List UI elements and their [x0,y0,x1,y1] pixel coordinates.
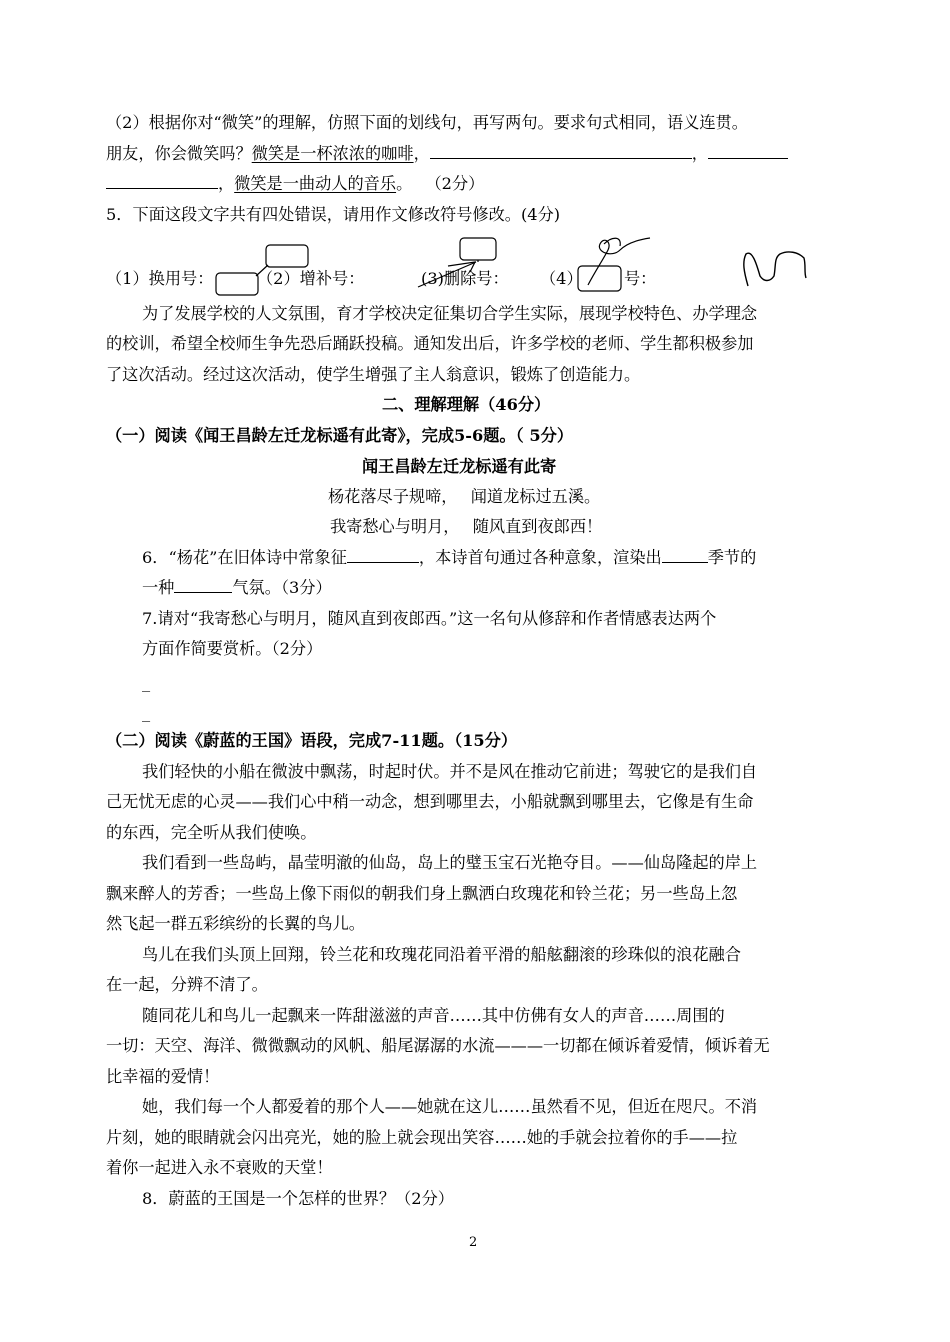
q4-2-score: （2分） [425,174,485,193]
q4-2-line1: （2）根据你对“微笑”的理解，仿照下面的划线句，再写两句。要求句式相同，语义连贯。 [106,113,748,132]
part-1-heading: （一）阅读《闻王昌龄左迁龙标遥有此寄》，完成5-6题。（ 5分） [106,426,574,445]
answer-blank[interactable] [347,547,419,563]
insert-mark-icon [418,238,496,287]
answer-blank[interactable] [174,577,232,593]
section-2-heading: 二、理解理解（46分） [382,395,551,414]
symbol-2-label: （2）增补号： [257,269,365,288]
passage-line: 己无忧无虑的心灵——我们心中稍一动念，想到哪里去，小船就飘到哪里去，它像是有生命 [106,792,754,811]
comma: ， [413,144,430,163]
q6-text-a: 6．“杨花”在旧体诗中常象征 [142,548,347,567]
q6-line1 [142,547,756,569]
passage-line: 一切：天空、海洋、微微飘动的风帆、船尾潺潺的水流———一切都在倾诉着爱情，倾诉着无 [106,1036,770,1055]
q7-line2: 方面作简要赏析。（2分） [142,639,323,658]
q5-para-line3: 了这次活动。经过这次活动，使学生增强了主人翁意识，锻炼了创造能力。 [106,365,641,384]
passage-line: 飘来醉人的芳香；一些岛上像下雨似的朝我们身上飘洒白玫瑰花和铃兰花；另一些岛上忽 [106,884,738,903]
passage-line: 的东西，完全听从我们使唤。 [106,823,317,842]
q6-text-e: 气氛。（3分） [232,578,332,597]
passage-line: 片刻，她的眼睛就会闪出亮光，她的脸上就会现出笑容……她的手就会拉着你的手——拉 [106,1128,738,1147]
q7-line1: 7.请对“我寄愁心与明月，随风直到夜郎西。”这一名句从修辞和作者情感表达两个 [142,609,717,628]
symbol-4-label-a: （4） [540,269,583,288]
q6-line2 [142,577,332,599]
q5-title: 5．下面这段文字共有四处错误，请用作文修改符号修改。(4分) [106,205,561,224]
q6-text-c: 季节的 [707,548,757,567]
q6-text-d: 一种 [142,578,175,597]
passage-line: 然飞起一群五彩缤纷的长翼的鸟儿。 [106,914,365,933]
poem-line-1: 杨花落尽子规啼， 闻道龙标过五溪。 [328,487,601,506]
q4-2-underlined-sentence-2: 微笑是一曲动人的音乐 [234,174,397,193]
answer-line-2[interactable]: _ [142,703,151,722]
passage-line: 着你一起进入永不衰败的天堂！ [106,1158,333,1177]
transpose-mark-icon [744,252,806,286]
passage-line: 她，我们每一个人都爱着的那个人——她就在这儿……虽然看不见，但近在咫尺。不消 [142,1097,758,1116]
blank-box-icon [578,266,621,291]
passage-line: 随同花儿和鸟儿一起飘来一阵甜滋滋的声音……其中仿佛有女人的声音……周围的 [142,1006,725,1025]
q6-text-b: ，本诗首句通过各种意象，渲染出 [418,548,662,567]
q5-para-line2: 的校训，希望全校师生争先恐后踊跃投稿。通知发出后，许多学校的老师、学生都积极参加 [106,334,754,353]
answer-blank[interactable] [662,547,708,563]
q8-text: 8．蔚蓝的王国是一个怎样的世界？（2分） [142,1189,454,1208]
revision-symbols [0,0,950,320]
page-number: 2 [469,1235,478,1250]
passage-line: 我们轻快的小船在微波中飘荡，时起时伏。并不是风在推动它前进；驾驶它的是我们自 [142,762,758,781]
poem-title: 闻王昌龄左迁龙标遥有此寄 [362,457,557,476]
passage-line: 比幸福的爱情！ [106,1067,220,1086]
part-2-heading: （二）阅读《蔚蓝的王国》语段，完成7-11题。（15分） [106,731,518,750]
symbol-3-label: (3)删除号： [421,269,509,288]
passage-line: 我们看到一些岛屿，晶莹明澈的仙岛，岛上的璧玉宝石光艳夺目。——仙岛隆起的岸上 [142,853,758,872]
q4-2-prefix: 朋友，你会微笑吗？ [106,144,252,163]
q4-2-underlined-sentence-1: 微笑是一杯浓浓的咖啡 [251,144,414,163]
delete-mark-icon [588,238,650,285]
passage-line: 在一起，分辨不清了。 [106,975,268,994]
comma: ， [691,144,708,163]
comma: ， [218,174,235,193]
poem-line-2: 我寄愁心与明月， 随风直到夜郎西！ [330,517,603,536]
passage-line: 鸟儿在我们头顶上回翔，铃兰花和玫瑰花同沿着平滑的船舷翻滚的珍珠似的浪花融合 [142,945,741,964]
q5-para-line1: 为了发展学校的人文氛围，育才学校决定征集切合学生实际，展现学校特色、办学理念 [142,304,758,323]
period: 。 [396,174,405,193]
symbol-4-label-b: 号： [624,269,657,288]
symbol-1-label: （1）换用号： [106,269,214,288]
replace-mark-icon [216,245,308,295]
answer-line-1[interactable]: _ [142,673,151,692]
